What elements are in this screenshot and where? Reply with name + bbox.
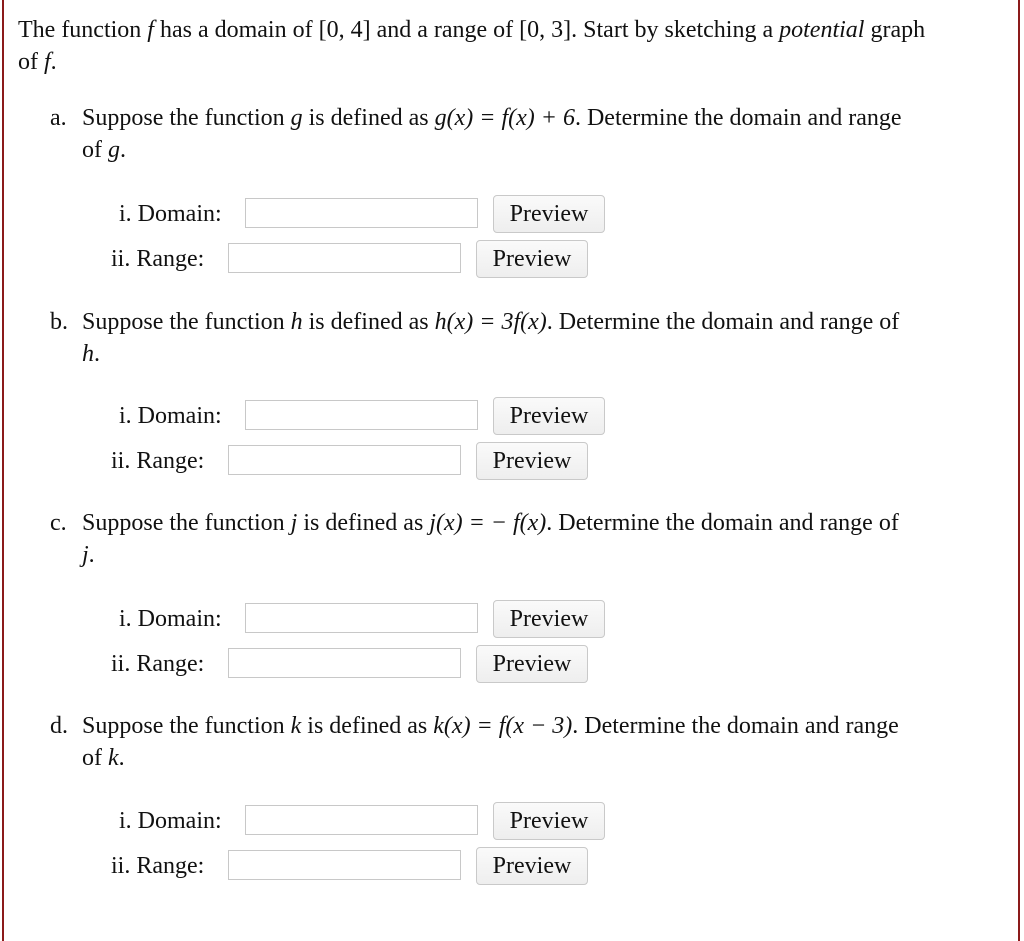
intro-text: graph: [864, 17, 926, 43]
range-input[interactable]: [228, 445, 461, 475]
math-formula: k(x) = f(x − 3): [433, 713, 573, 739]
intro-line-2: [18, 46, 57, 78]
range-preview-button[interactable]: Preview: [476, 240, 588, 278]
domain-input[interactable]: [245, 805, 478, 835]
domain-preview-button[interactable]: Preview: [493, 802, 605, 840]
range-label: ii. Range:: [111, 651, 205, 677]
intro-line-1: [18, 14, 925, 46]
math-fn: h: [82, 341, 94, 367]
math-fn: h: [290, 309, 303, 335]
range-label: ii. Range:: [111, 448, 205, 474]
math-formula: j(x) = − f(x): [429, 510, 547, 536]
math-fn: g: [108, 137, 120, 163]
part-text: Suppose the function: [82, 309, 291, 335]
math-fn: g: [290, 105, 303, 131]
part-a-line-2: [82, 134, 126, 166]
math-fn: k: [290, 713, 302, 739]
range-input[interactable]: [228, 243, 461, 273]
range-preview-button[interactable]: Preview: [476, 442, 588, 480]
range-label: ii. Range:: [111, 853, 205, 879]
part-text: .: [118, 745, 125, 771]
part-text: . Determine the domain and range of: [546, 309, 900, 335]
part-text: is defined as: [301, 713, 434, 739]
part-text: . Determine the domain and range: [572, 713, 899, 739]
range-preview-button[interactable]: Preview: [476, 645, 588, 683]
range-input[interactable]: [228, 850, 461, 880]
part-text: is defined as: [302, 105, 435, 131]
part-marker: c.: [50, 510, 67, 536]
intro-emphasis: potential: [779, 17, 865, 43]
part-text: .: [88, 542, 95, 568]
domain-input[interactable]: [245, 198, 478, 228]
part-text: .: [120, 137, 126, 163]
intro-text: of: [18, 49, 44, 75]
part-text: of: [82, 745, 108, 771]
domain-preview-button[interactable]: Preview: [493, 600, 605, 638]
part-text: . Determine the domain and range: [574, 105, 902, 131]
part-text: .: [94, 341, 100, 367]
part-b-line-2: [82, 338, 100, 370]
math-f: f: [44, 49, 51, 75]
part-b-line-1: [82, 306, 899, 338]
part-text: is defined as: [302, 309, 435, 335]
part-text: Suppose the function: [82, 510, 291, 536]
domain-input[interactable]: [245, 603, 478, 633]
part-text: Suppose the function: [82, 713, 291, 739]
part-marker: a.: [50, 105, 67, 131]
part-text: of: [82, 137, 108, 163]
part-marker: b.: [50, 309, 68, 335]
range-label: ii. Range:: [111, 246, 205, 272]
intro-text: has a domain of [0, 4] and a range of [0, 3]. Start by sketching a: [153, 17, 780, 43]
part-text: is defined as: [297, 510, 430, 536]
intro-text: .: [50, 49, 57, 75]
math-fn: k: [108, 745, 119, 771]
math-fn: j: [82, 542, 89, 568]
part-text: . Determine the domain and range of: [546, 510, 899, 536]
part-text: Suppose the function: [82, 105, 291, 131]
part-c-line-1: [82, 507, 899, 539]
domain-label: i. Domain:: [119, 403, 222, 429]
math-f: f: [147, 17, 154, 43]
math-formula: g(x) = f(x) + 6: [434, 105, 575, 131]
part-d-line-1: [82, 710, 899, 742]
intro-text: The function: [18, 17, 148, 43]
math-formula: h(x) = 3f(x): [434, 309, 547, 335]
domain-preview-button[interactable]: Preview: [493, 397, 605, 435]
part-d-line-2: [82, 742, 125, 774]
range-input[interactable]: [228, 648, 461, 678]
domain-label: i. Domain:: [119, 606, 222, 632]
part-a-line-1: [82, 102, 902, 134]
math-fn: j: [290, 510, 298, 536]
domain-input[interactable]: [245, 400, 478, 430]
range-preview-button[interactable]: Preview: [476, 847, 588, 885]
domain-label: i. Domain:: [119, 201, 222, 227]
part-c-line-2: [82, 539, 95, 571]
part-marker: d.: [50, 713, 68, 739]
domain-preview-button[interactable]: Preview: [493, 195, 605, 233]
domain-label: i. Domain:: [119, 808, 222, 834]
